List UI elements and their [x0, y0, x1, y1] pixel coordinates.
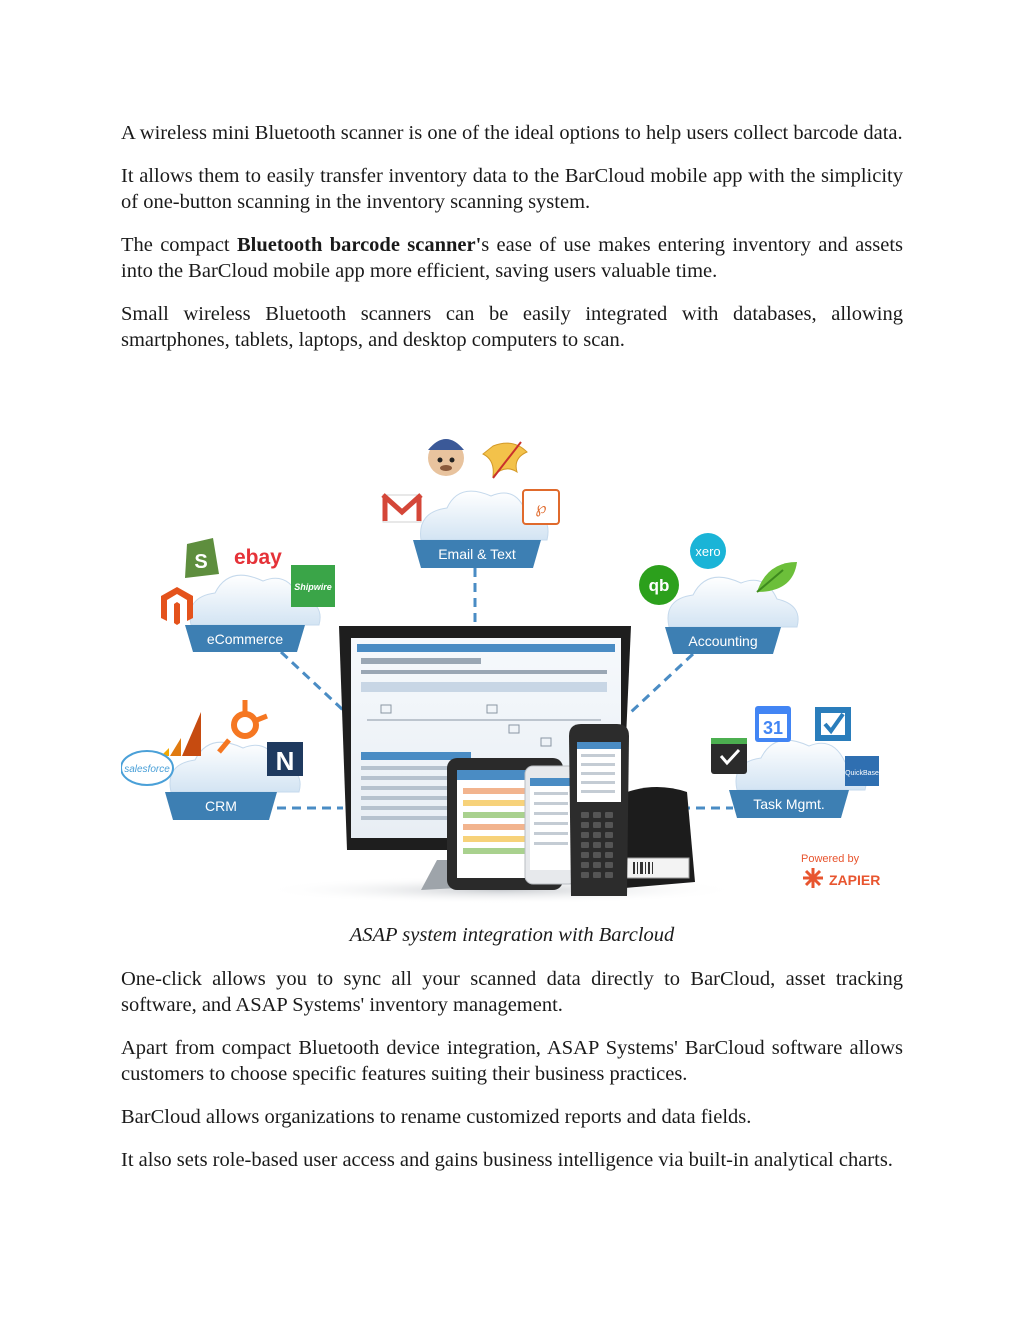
top-text	[121, 120, 903, 370]
zapier-badge	[801, 853, 880, 888]
integration-diagram	[121, 420, 903, 905]
gmail-icon	[383, 495, 421, 522]
crm-cloud	[121, 700, 303, 820]
zapier-label: ZAPIER	[829, 872, 881, 888]
email-cloud-label: Email & Text	[438, 546, 516, 562]
checkbox-app-icon	[815, 707, 851, 741]
figure-caption: ASAP system integration with Barcloud	[349, 924, 675, 946]
salesforce-icon	[121, 751, 173, 785]
shopify-icon	[185, 538, 219, 578]
ebay-logo: ebay	[234, 546, 282, 569]
xero-icon	[690, 533, 726, 569]
ecommerce-cloud-label: eCommerce	[206, 631, 284, 647]
paragraph-7: BarCloud allows organizations to rename customized reports and data fields.	[121, 1106, 752, 1128]
paragraph-4: Small wireless Bluetooth scanners can be easily integrated with databases, allowing smartphones, tablets, laptops, and desktop computers to scan.	[121, 303, 903, 351]
app-icon	[523, 490, 559, 524]
svg-text:QuickBase: QuickBase	[845, 770, 879, 777]
database-icon	[483, 442, 527, 478]
zapier-icon	[803, 868, 823, 888]
paragraph-6: Apart from compact Bluetooth device integration, ASAP Systems' BarCloud software allows customers to choose specific features suiting their business practices.	[121, 1037, 903, 1085]
svg-text:xero: xero	[695, 544, 721, 559]
integration-figure	[121, 420, 903, 905]
dynamics-icon	[161, 712, 201, 756]
paragraph-1: A wireless mini Bluetooth scanner is one of the ideal options to help users collect barcode data.	[121, 122, 903, 144]
paragraph-3: The compact Bluetooth barcode scanner's ease of use makes entering inventory and assets into the BarCloud mobile app more efficient, saving users valuable time.	[121, 234, 903, 282]
bluetooth-scanner-link[interactable]: Bluetooth barcode scanner'	[236, 234, 482, 256]
quickbooks-icon	[639, 565, 679, 605]
paragraph-8: It also sets role-based user access and gains business intelligence via built-in analytical charts.	[121, 1149, 893, 1171]
crm-cloud-label: CRM	[205, 798, 237, 814]
leaf-icon	[757, 562, 797, 592]
svg-text:℘: ℘	[535, 500, 547, 517]
phone-illustration	[525, 766, 577, 884]
paragraph-2: It allows them to easily transfer inventory data to the BarCloud mobile app with the simplicity of one-button scanning in the inventory scanning system.	[121, 165, 903, 213]
svg-text:salesforce: salesforce	[124, 764, 170, 775]
svg-text:S: S	[194, 551, 208, 573]
quickbase-icon	[845, 756, 879, 786]
svg-text:N: N	[275, 746, 295, 776]
mailchimp-icon	[428, 439, 464, 476]
hubspot-icon	[219, 700, 267, 752]
printer-illustration	[625, 787, 695, 888]
powered-by-label: Powered by	[801, 853, 860, 865]
email-cloud	[383, 439, 559, 568]
magento-icon	[161, 587, 193, 625]
netsuite-icon	[267, 742, 303, 776]
task-cloud-label: Task Mgmt.	[753, 796, 825, 812]
bottom-text	[121, 966, 903, 1190]
svg-text:qb: qb	[648, 576, 670, 595]
checklist-app-icon	[711, 738, 747, 774]
handheld-scanner-illustration	[569, 724, 629, 896]
calendar-icon	[755, 706, 791, 742]
shipwire-icon	[291, 565, 335, 607]
task-cloud	[711, 706, 879, 818]
svg-text:31: 31	[762, 718, 784, 738]
accounting-cloud-label: Accounting	[688, 633, 758, 649]
paragraph-5: One-click allows you to sync all your scanned data directly to BarCloud, asset tracking software, and ASAP Systems' inventory management.	[121, 968, 903, 1016]
svg-text:Shipwire: Shipwire	[294, 582, 332, 592]
ecommerce-cloud	[161, 538, 335, 652]
accounting-cloud	[639, 533, 798, 654]
